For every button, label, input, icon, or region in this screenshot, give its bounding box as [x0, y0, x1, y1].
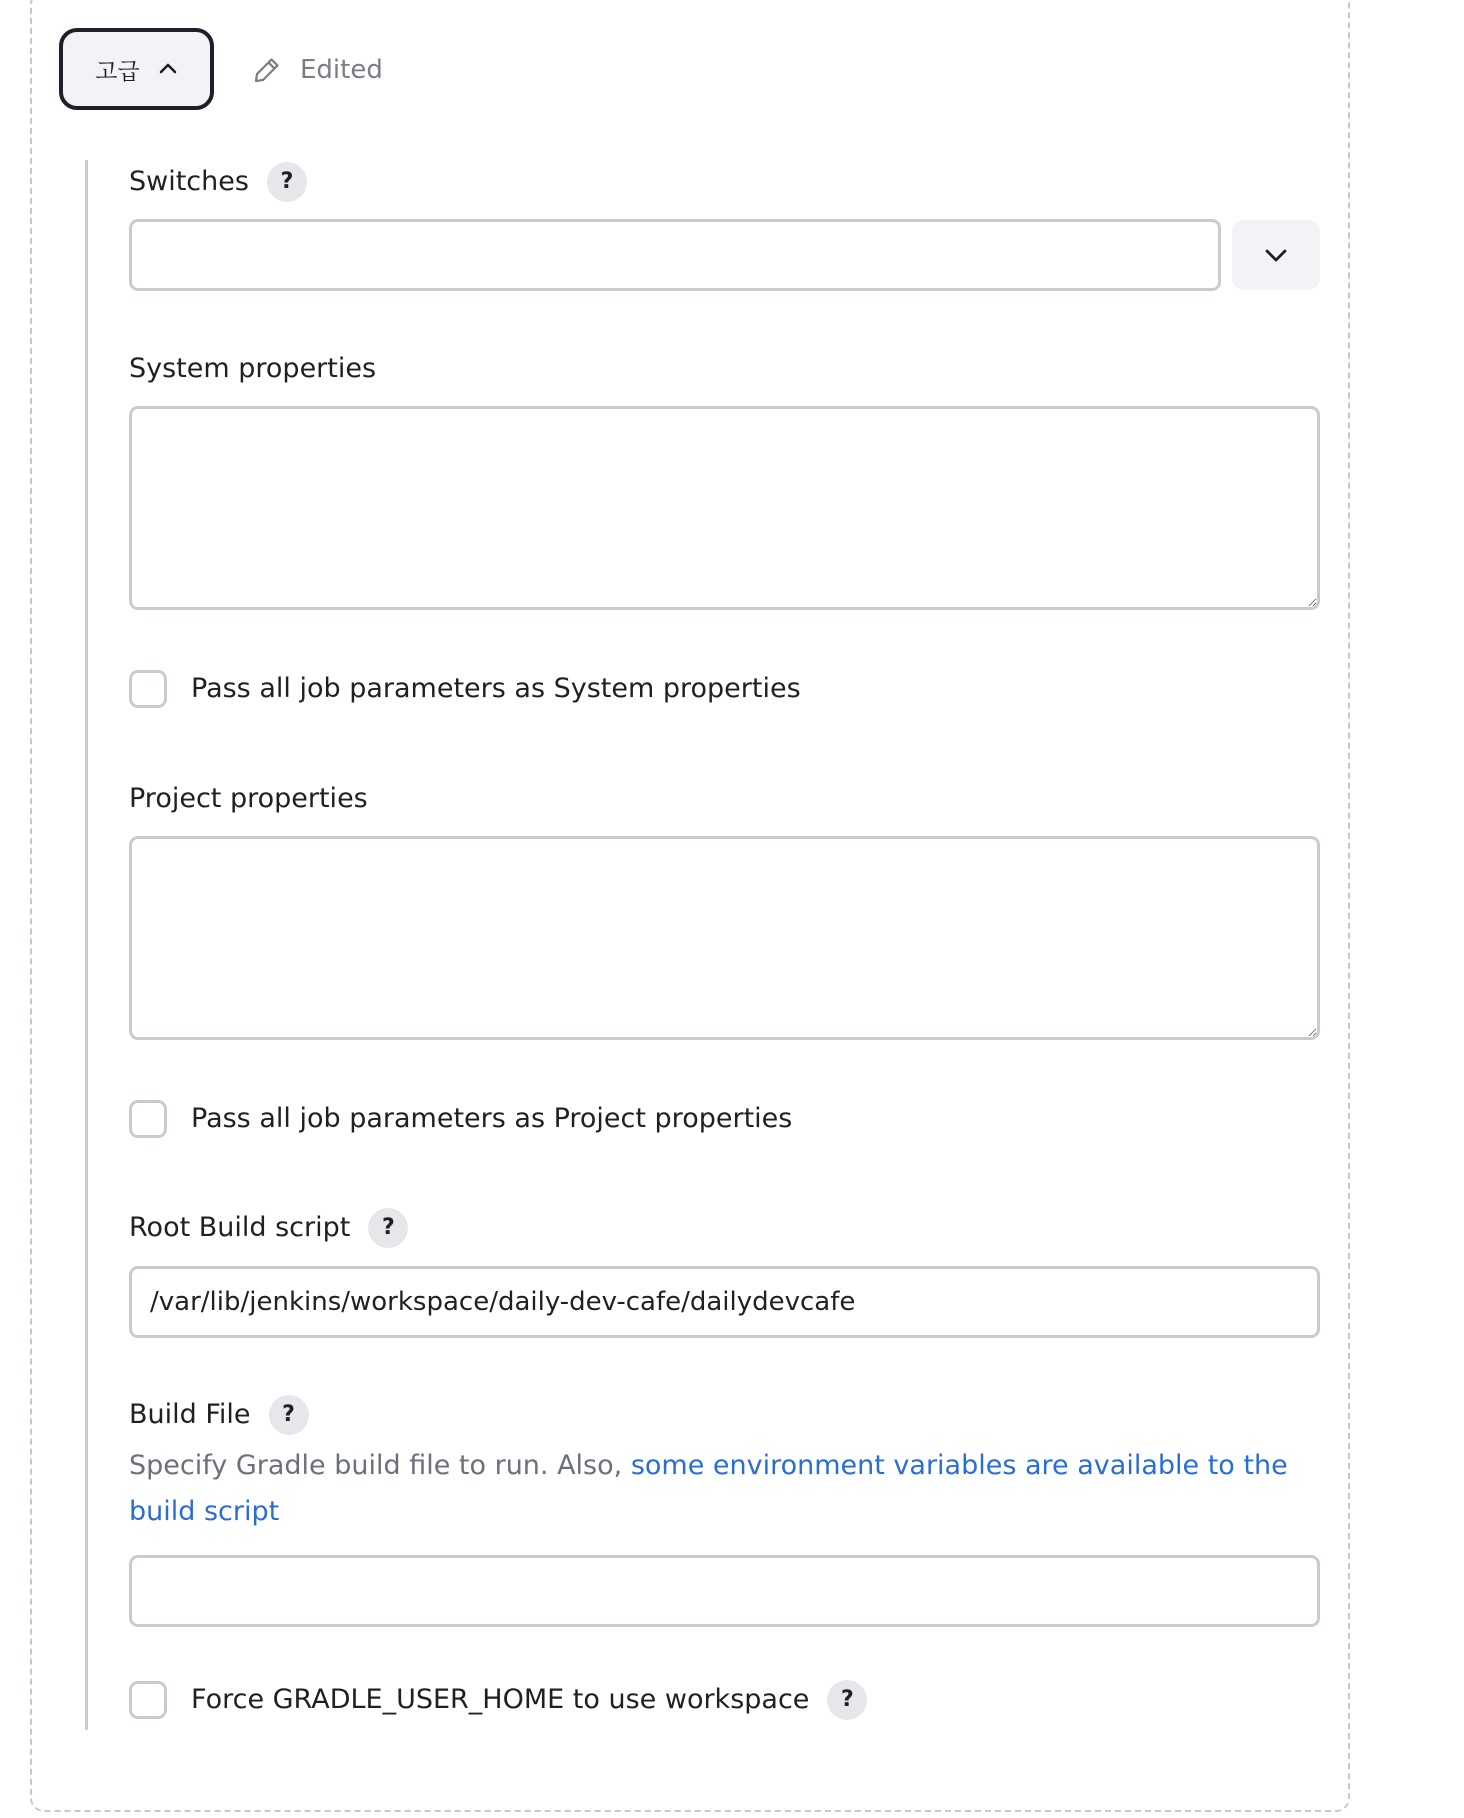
advanced-toggle-label: 고급 — [95, 57, 140, 84]
advanced-toggle-button[interactable] — [59, 28, 214, 110]
root-build-script-label — [129, 1208, 408, 1248]
switches-label — [129, 162, 307, 202]
nested-section-indicator — [85, 160, 88, 1730]
chevron-down-icon — [1263, 242, 1289, 268]
build-file-label-text: Build File — [129, 1399, 251, 1430]
system-properties-label — [129, 349, 376, 389]
build-file-input[interactable] — [129, 1555, 1320, 1627]
project-properties-textarea[interactable] — [129, 836, 1320, 1040]
force-gradle-user-home-help-icon[interactable]: ? — [827, 1680, 867, 1720]
build-file-help-prefix: Specify Gradle build file to run. Also, — [129, 1450, 631, 1481]
force-gradle-user-home-checkbox[interactable] — [129, 1681, 167, 1719]
chevron-up-icon — [158, 59, 178, 79]
edited-label: Edited — [300, 55, 383, 85]
root-build-script-label-text: Root Build script — [129, 1212, 351, 1243]
build-file-help-icon[interactable]: ? — [269, 1395, 309, 1435]
switches-dropdown-button[interactable] — [1232, 220, 1320, 290]
pass-project-properties-row — [129, 1097, 792, 1141]
pass-system-properties-row — [129, 667, 801, 711]
project-properties-label-text: Project properties — [129, 783, 368, 814]
force-gradle-user-home-label[interactable]: Force GRADLE_USER_HOME to use workspace — [191, 1684, 810, 1715]
pass-system-properties-checkbox[interactable] — [129, 670, 167, 708]
project-properties-label — [129, 779, 368, 819]
system-properties-textarea[interactable] — [129, 406, 1320, 610]
force-gradle-user-home-row — [129, 1678, 867, 1722]
root-build-script-input[interactable] — [129, 1266, 1320, 1338]
root-build-script-help-icon[interactable]: ? — [368, 1208, 408, 1248]
switches-help-icon[interactable]: ? — [267, 162, 307, 202]
switches-input[interactable] — [129, 219, 1221, 291]
switches-label-text: Switches — [129, 166, 249, 197]
edited-indicator — [252, 48, 383, 92]
pencil-icon — [252, 55, 282, 85]
build-file-label — [129, 1395, 309, 1435]
build-file-help-text — [129, 1443, 1329, 1535]
system-properties-label-text: System properties — [129, 353, 377, 384]
pass-project-properties-label[interactable]: Pass all job parameters as Project properties — [191, 1103, 793, 1134]
pass-project-properties-checkbox[interactable] — [129, 1100, 167, 1138]
environment-variables-link[interactable]: some environment variables are available to the build script — [129, 1450, 1288, 1527]
pass-system-properties-label[interactable]: Pass all job parameters as System properties — [191, 673, 801, 704]
